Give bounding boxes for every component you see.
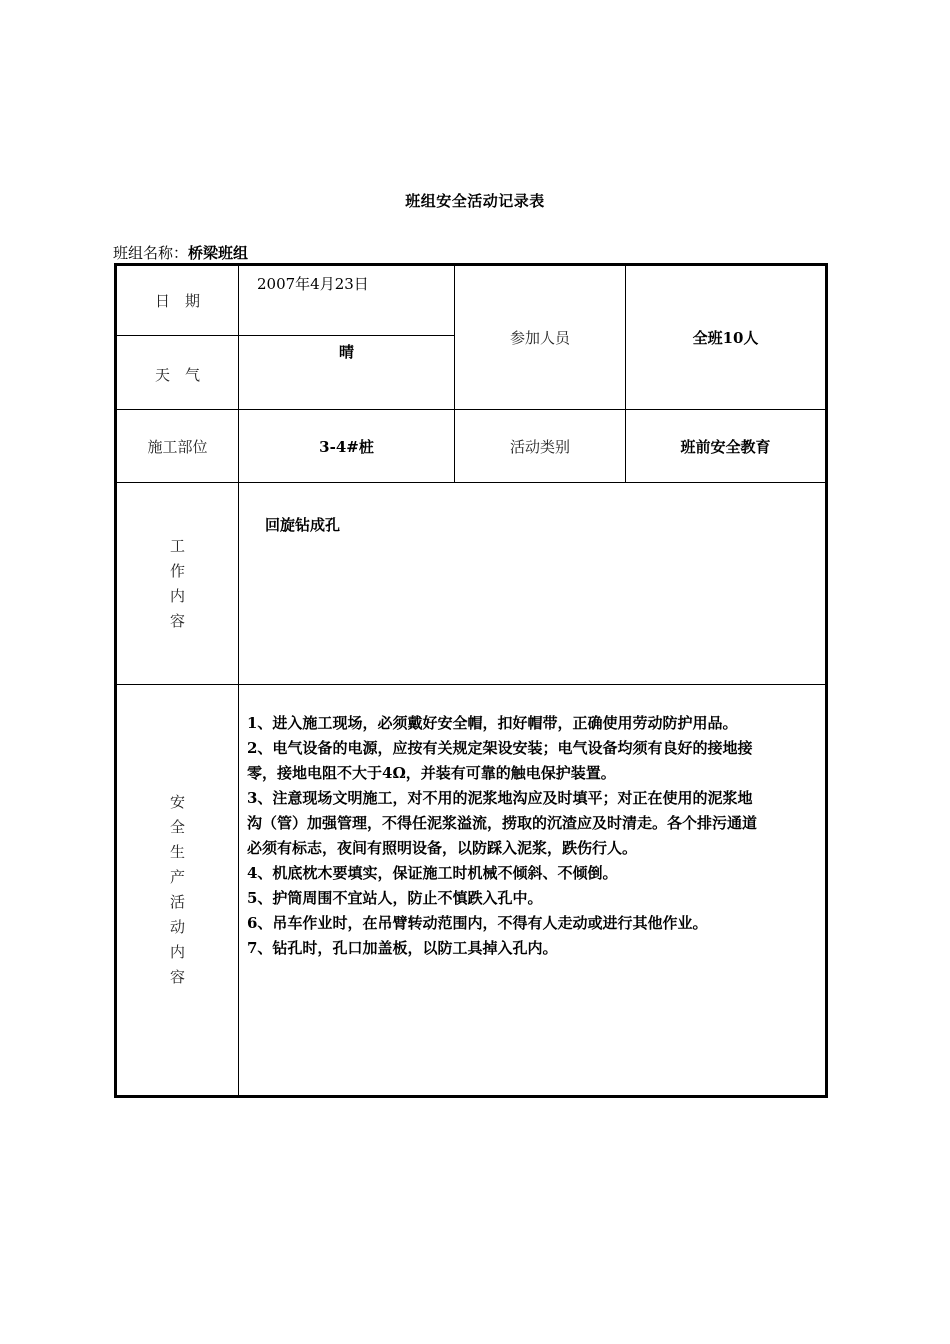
form-title: 班组安全活动记录表 — [405, 192, 545, 210]
record-table — [114, 263, 828, 1098]
list-item: 沟（管）加强管理，不得任泥浆溢流，捞取的沉渣应及时清走。各个排污通道 — [247, 814, 758, 832]
work-content-label: 工 作 内 容 — [169, 536, 185, 630]
location-value: 3-4#桩 — [319, 437, 374, 456]
list-item: 必须有标志，夜间有照明设备，以防踩入泥浆，跌伤行人。 — [247, 839, 638, 857]
date-value: 2007年4月23日 — [257, 275, 369, 293]
safety-content-body — [239, 685, 825, 1095]
team-name-line — [113, 242, 248, 263]
list-item: 3、注意现场文明施工，对不用的泥浆地沟应及时填平；对正在使用的泥浆地 — [247, 789, 753, 807]
weather-label: 天 气 — [154, 365, 200, 384]
participants-label: 参加人员 — [509, 329, 570, 347]
list-item: 1、进入施工现场，必须戴好安全帽，扣好帽带，正确使用劳动防护用品。 — [247, 714, 738, 732]
list-item: 6、吊车作业时，在吊臂转动范围内，不得有人走动或进行其他作业。 — [247, 914, 708, 932]
date-label: 日 期 — [154, 292, 200, 310]
weather-value: 晴 — [338, 343, 354, 361]
safety-items-list — [247, 711, 821, 961]
list-item: 5、护筒周围不宜站人，防止不慎跌入孔中。 — [247, 889, 543, 907]
list-item: 零，接地电阻不大于4Ω，并装有可靠的触电保护装置。 — [247, 764, 616, 782]
team-name-value: 桥梁班组 — [188, 244, 249, 262]
list-item: 7、钻孔时，孔口加盖板，以防工具掉入孔内。 — [247, 939, 558, 957]
list-item: 4、机底枕木要填实，保证施工时机械不倾斜、不倾倒。 — [247, 864, 618, 882]
team-name-label: 班组名称： — [113, 244, 189, 262]
location-label: 施工部位 — [147, 437, 208, 456]
list-item: 2、电气设备的电源，应按有关规定架设安装；电气设备均须有良好的接地接 — [247, 739, 753, 757]
work-content-value: 回旋钻成孔 — [265, 516, 341, 534]
activity-type-label: 活动类别 — [509, 437, 570, 456]
participants-value: 全班10人 — [692, 329, 759, 347]
safety-content-label: 安 全 生 产 活 动 内 容 — [169, 793, 185, 986]
activity-type-value: 班前安全教育 — [680, 437, 771, 456]
divider — [117, 335, 454, 336]
